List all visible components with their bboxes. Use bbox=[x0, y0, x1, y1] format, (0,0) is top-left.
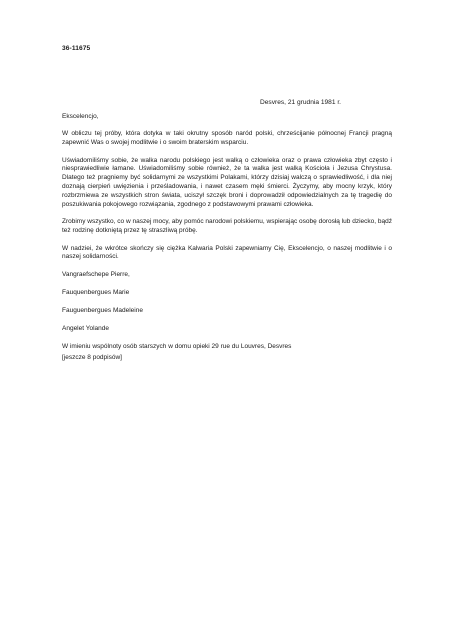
signature-3: Fauguenbergues Madeleine bbox=[62, 306, 143, 314]
letter-date: Desvres, 21 grudnia 1981 r. bbox=[260, 99, 342, 106]
letter-body bbox=[62, 113, 392, 371]
additional-signatures-note: [jeszcze 8 podpisów] bbox=[62, 354, 122, 362]
paragraph-1: W obliczu tej próby, która dotyka w taki okrutny sposób naród polski, chrześcijanie północnej Francji pragną zapewnić Was o swojej modlitwie i o swoim braterskim wsparciu. bbox=[62, 130, 392, 147]
paragraph-3: Zrobimy wszystko, co w naszej mocy, aby pomóc narodowi polskiemu, wspierając osobę dorosłą lub dziecko, bądź też rodzinę dotkniętą przez tę straszliwą próbę. bbox=[62, 218, 392, 235]
salutation: Ekscelencjo, bbox=[62, 113, 99, 120]
document-reference-number: 36-11675 bbox=[62, 45, 91, 52]
paragraph-4: W nadziei, że wkrótce skończy się ciężka Kalwaria Polski zapewniamy Cię, Ekscelencjo, o naszej modlitwie i o naszej solidarności. bbox=[62, 244, 392, 261]
paragraph-2: Uświadomiliśmy sobie, że walka narodu polskiego jest walką o człowieka oraz o prawa człowieka zbyt często i niesprawiedliwie łamane. Uświadomiliśmy sobie również, że ta walka jest walką Kościoła i Jezusa Chrystusa. Dlatego też pragniemy być solidarnymi ze wszystkimi Polakami, którzy dzisiaj walczą o sprawiedliwość, i dla niej doznają cierpień uwięzienia i prześladowania, i nawet czasem męki śmierci. Życzymy, aby mocny krzyk, który rozbrzmiewa ze wszystkich stron świata, uciszył szczęk broni i doprowadził odpowiedzialnych za tę tragedię do poszukiwania pokojowego rozwiązania, zgodnego z podstawowymi prawami człowieka. bbox=[62, 156, 392, 209]
closing-line: W imieniu wspólnoty osób starszych w domu opieki 29 rue du Louvres, Desvres bbox=[62, 343, 292, 351]
signature-4: Angelet Yolande bbox=[62, 325, 109, 333]
signature-2: Fauquenbergues Marie bbox=[62, 288, 130, 296]
signature-1: Vangraefschepe Pierre, bbox=[62, 270, 130, 278]
